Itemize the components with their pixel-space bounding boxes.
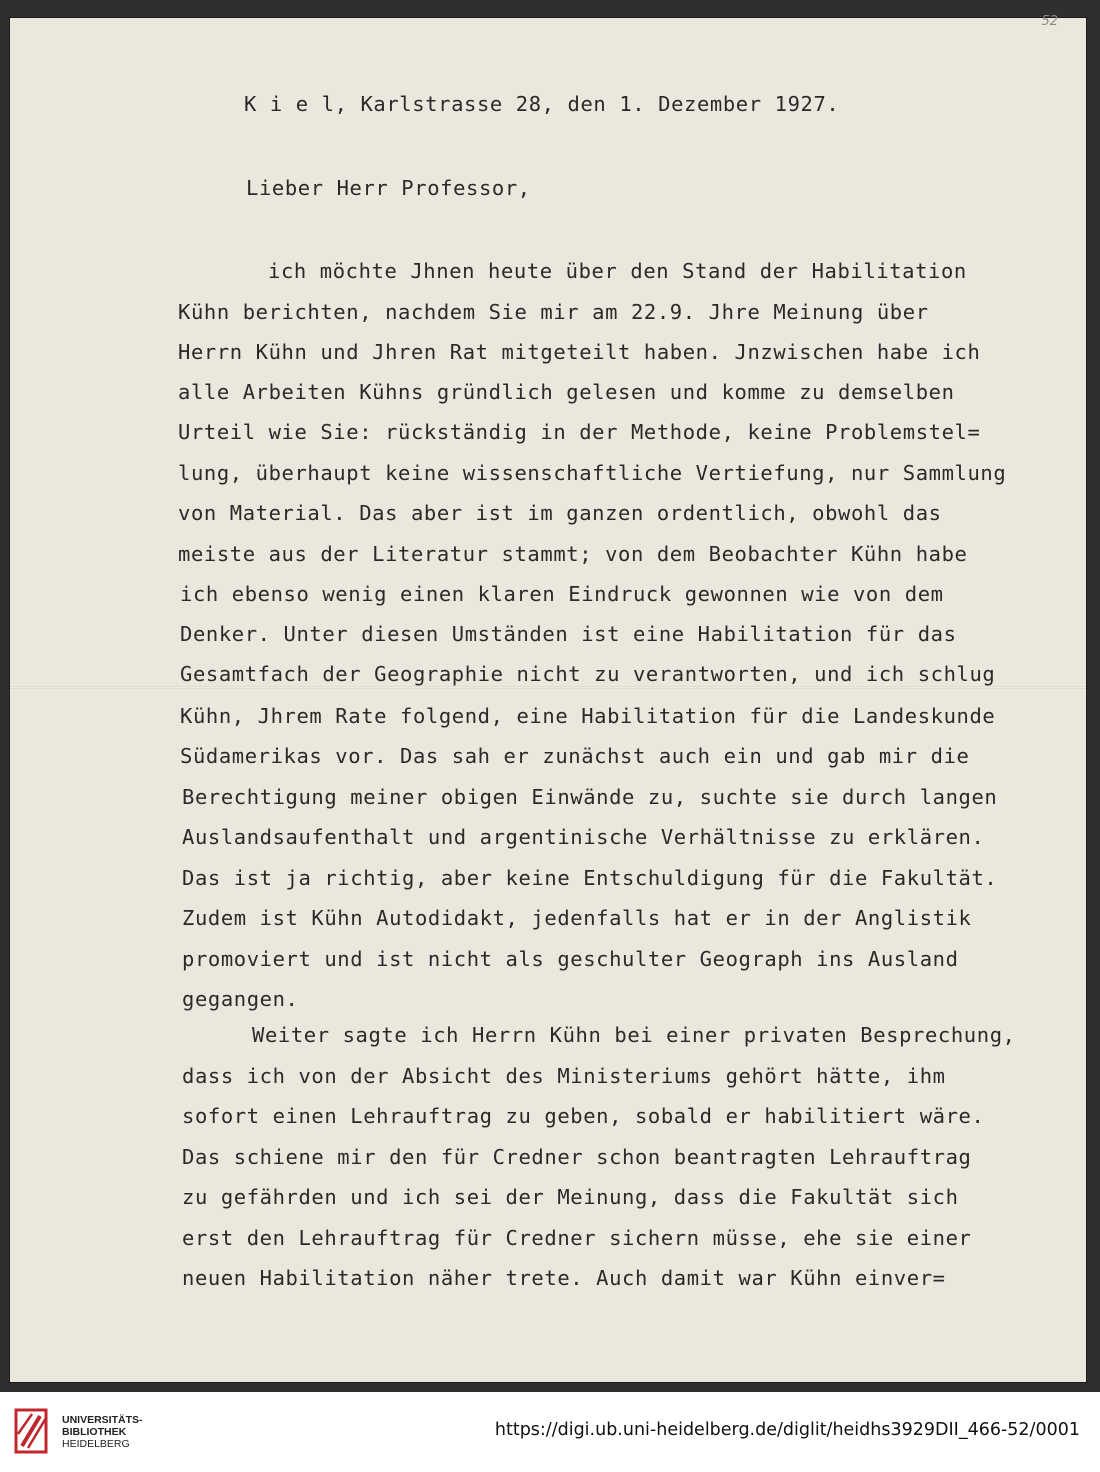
letter-line: ich ebenso wenig einen klaren Eindruck gewonnen wie von dem [180, 582, 944, 606]
letter-salutation: Lieber Herr Professor, [246, 176, 531, 200]
letter-line: Berechtigung meiner obigen Einwände zu, suchte sie durch langen [182, 785, 998, 809]
letter-line: Zudem ist Kühn Autodidakt, jedenfalls hat er in der Anglistik [182, 906, 972, 930]
permalink-url[interactable]: https://digi.ub.uni-heidelberg.de/diglit/heidhs3929DII_466-52/0001 [494, 1420, 1080, 1440]
letter-line: Auslandsaufenthalt und argentinische Verhältnisse zu erklären. [182, 825, 985, 849]
letter-line: ich möchte Jhnen heute über den Stand der Habilitation [268, 259, 967, 283]
letter-line: meiste aus der Literatur stammt; von dem Beobachter Kühn habe [178, 542, 968, 566]
viewer-footer [0, 1392, 1100, 1472]
letter-page [10, 14, 1086, 1382]
letter-line: Südamerikas vor. Das sah er zunächst auch ein und gab mir die [180, 744, 970, 768]
letter-line: lung, überhaupt keine wissenschaftliche Vertiefung, nur Sammlung [178, 461, 1007, 485]
letter-line: sofort einen Lehrauftrag zu geben, sobald er habilitiert wäre. [182, 1104, 985, 1128]
letter-line: Kühn berichten, nachdem Sie mir am 22.9. Jhre Meinung über [178, 300, 929, 324]
letter-line: gegangen. [182, 987, 299, 1011]
letter-line: zu gefährden und ich sei der Meinung, dass die Fakultät sich [182, 1185, 959, 1209]
letter-line: alle Arbeiten Kühns gründlich gelesen und komme zu demselben [178, 380, 955, 404]
letter-line: Denker. Unter diesen Umständen ist eine Habilitation für das [180, 622, 957, 646]
letter-line: promoviert und ist nicht als geschulter Geograph ins Ausland [182, 947, 959, 971]
letter-line: Gesamtfach der Geographie nicht zu verantworten, und ich schlug [180, 662, 996, 686]
letter-line: Weiter sagte ich Herrn Kühn bei einer privaten Besprechung, [252, 1023, 1016, 1047]
library-name-line1: UNIVERSITÄTS- [62, 1414, 143, 1426]
letter-body [10, 18, 1086, 1382]
letter-line: Das schiene mir den für Credner schon beantragten Lehrauftrag [182, 1145, 972, 1169]
letter-line: neuen Habilitation näher trete. Auch damit war Kühn einver= [182, 1266, 946, 1290]
letter-line: Herrn Kühn und Jhren Rat mitgeteilt haben. Jnzwischen habe ich [178, 340, 981, 364]
page-number: 52 [1041, 14, 1058, 29]
letter-place-date: K i e l, Karlstrasse 28, den 1. Dezember 1927. [244, 92, 840, 116]
letter-line: dass ich von der Absicht des Ministeriums gehört hätte, ihm [182, 1064, 946, 1088]
library-name-line2: BIBLIOTHEK [62, 1426, 127, 1438]
letter-line: Urteil wie Sie: rückständig in der Methode, keine Problemstel= [178, 420, 981, 444]
letter-line: von Material. Das aber ist im ganzen ordentlich, obwohl das [178, 501, 942, 525]
letter-line: erst den Lehrauftrag für Credner sichern müsse, ehe sie einer [182, 1226, 972, 1250]
letter-line: Kühn, Jhrem Rate folgend, eine Habilitation für die Landeskunde [180, 704, 996, 728]
letter-line: Das ist ja richtig, aber keine Entschuldigung für die Fakultät. [182, 866, 998, 890]
library-name-line3: HEIDELBERG [62, 1438, 130, 1450]
university-library-logo-icon [12, 1404, 54, 1460]
library-name [62, 1414, 143, 1450]
